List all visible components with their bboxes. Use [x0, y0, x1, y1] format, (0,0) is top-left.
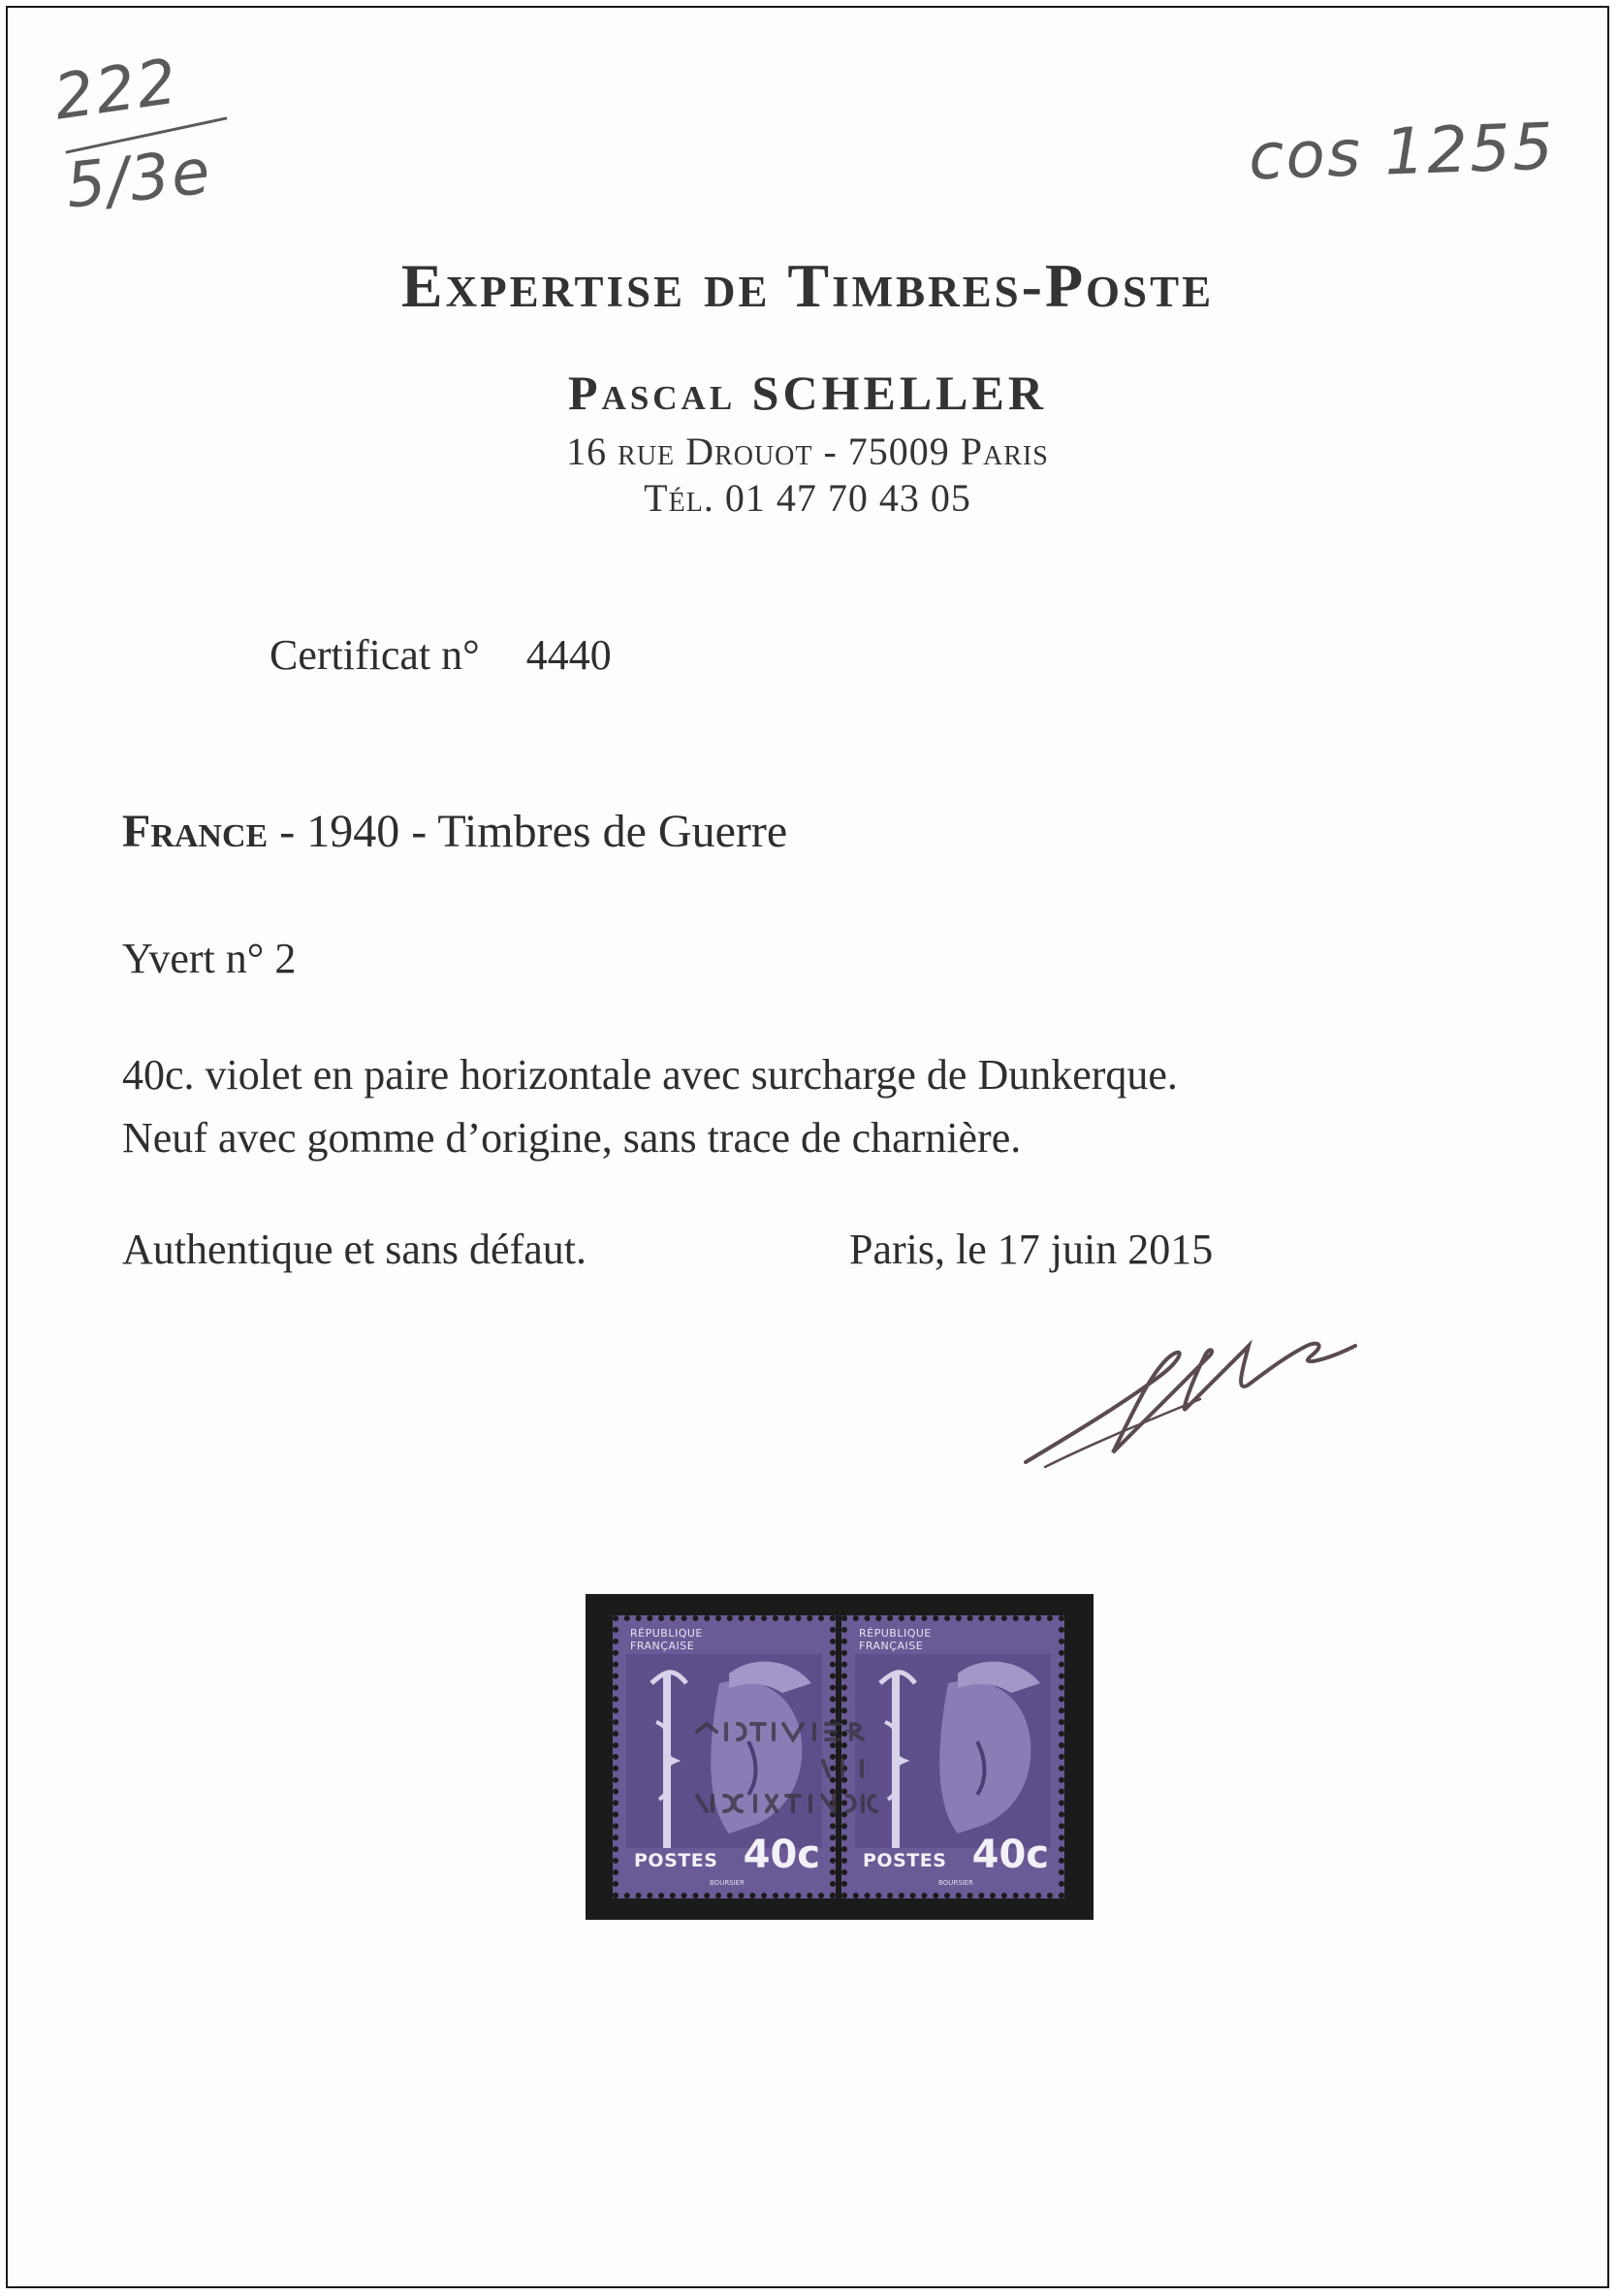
description-line-1: 40c. violet en paire horizontale avec surcharge de Dunkerque. — [122, 1051, 1178, 1099]
handwritten-number-bottom: 5/3e — [62, 136, 215, 223]
certificate-number-line — [270, 630, 612, 680]
stamp-country-text: RÉPUBLIQUE FRANÇAISE — [630, 1627, 703, 1652]
dunkerque-overprint — [678, 1710, 1007, 1827]
expert-address: 16 rue Drouot - 75009 Paris — [566, 430, 1049, 473]
place-and-date: Paris, le 17 juin 2015 — [849, 1226, 1214, 1273]
stamp-face-value: 40c — [743, 1833, 820, 1877]
certificate-page — [6, 6, 1609, 2288]
stamp-postes-label: POSTES — [634, 1850, 718, 1871]
handwritten-note-right: cos 1255 — [1247, 109, 1557, 195]
stamp-engraver: BOURSIER — [938, 1879, 973, 1887]
expert-phone: Tél. 01 47 70 43 05 — [644, 476, 971, 520]
certificate-number: 4440 — [525, 631, 612, 679]
stamp-engraver: BOURSIER — [710, 1879, 745, 1887]
subject-country: France — [122, 806, 269, 857]
handwritten-number-top: 222 — [49, 46, 183, 135]
subject-details: - 1940 - Timbres de Guerre — [268, 806, 788, 857]
stamp-postes-label: POSTES — [863, 1850, 947, 1871]
stamp-face-value: 40c — [971, 1833, 1049, 1877]
stamp-pair-mount — [586, 1594, 1094, 1920]
signature — [1016, 1317, 1365, 1491]
certificate-number-label: Certificat n° — [270, 631, 480, 679]
stamp-country-text: RÉPUBLIQUE FRANÇAISE — [859, 1627, 932, 1652]
catalog-reference: Yvert n° 2 — [122, 935, 297, 982]
verdict: Authentique et sans défaut. — [122, 1226, 587, 1273]
expert-name: Pascal SCHELLER — [568, 366, 1047, 420]
certificate-title: Expertise de Timbres-Poste — [400, 251, 1215, 320]
handwritten-note-left — [49, 46, 268, 223]
description-line-2: Neuf avec gomme d’origine, sans trace de charnière. — [122, 1114, 1022, 1162]
subject-line — [122, 805, 787, 858]
